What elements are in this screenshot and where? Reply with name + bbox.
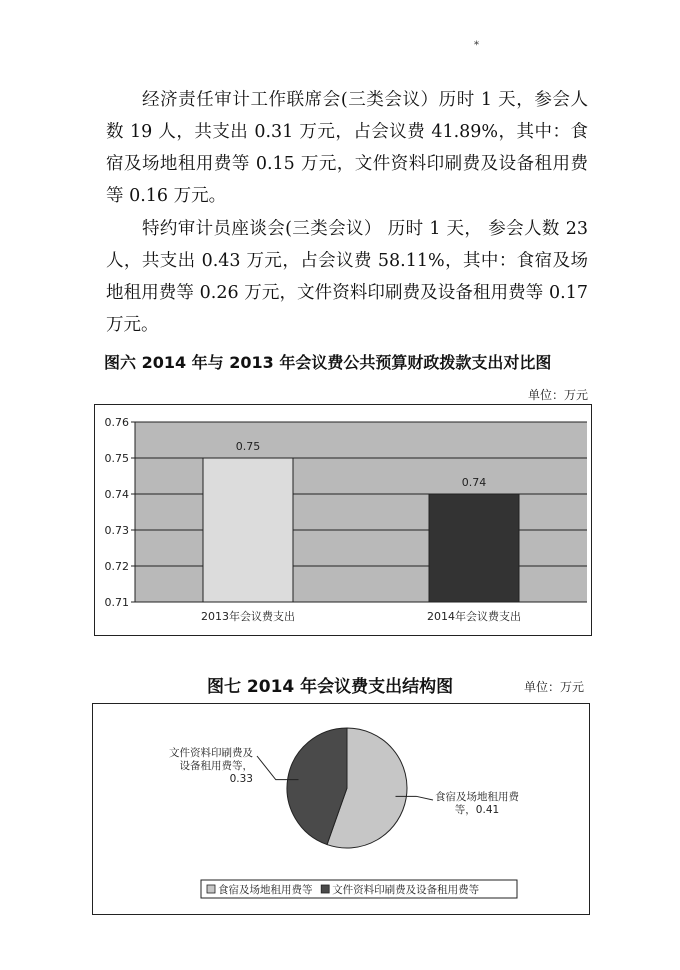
- paragraph-joint-meeting: 经济责任审计工作联席会(三类会议）历时 1 天，参会人数 19 人，共支出 0.31 万元，占会议费 41.89%，其中：食宿及场地租用费等 0.15 万元，文件资料印刷费及设备租用费等 0.16 万元。: [106, 90, 588, 206]
- x-category-label: 2014年会议费支出: [427, 610, 521, 623]
- y-tick-label: 0.74: [104, 488, 129, 501]
- bar-1: [203, 458, 293, 602]
- pie-data-label: 设备租用费等，: [179, 760, 253, 772]
- corner-mark: *: [474, 40, 479, 51]
- y-tick-label: 0.71: [104, 596, 129, 609]
- legend-swatch: [321, 885, 329, 893]
- pie-chart: [93, 704, 589, 914]
- legend-swatch: [207, 885, 215, 893]
- y-tick-label: 0.73: [104, 524, 129, 537]
- figure7-title: 图七 2014 年会议费支出结构图: [207, 677, 454, 697]
- bar-data-label: 0.74: [461, 476, 487, 489]
- figure7-unit: 单位：万元: [524, 680, 585, 694]
- bar-data-label: 0.75: [235, 440, 261, 453]
- figure6-unit: 单位：万元: [528, 388, 589, 402]
- bar-chart-frame: [94, 404, 592, 636]
- pie-chart-frame: [92, 703, 590, 915]
- pie-data-label: 等，0.41: [454, 804, 500, 816]
- bar-2: [429, 494, 519, 602]
- bar-chart: [95, 405, 591, 635]
- legend-label: 文件资料印刷费及设备租用费等: [332, 884, 480, 896]
- pie-data-label: 0.33: [229, 773, 253, 785]
- figure6-title: 图六 2014 年与 2013 年会议费公共预算财政拨款支出对比图: [104, 353, 552, 372]
- pie-data-label: 食宿及场地租用费: [435, 791, 519, 803]
- pie-data-label: 文件资料印刷费及: [169, 747, 253, 759]
- paragraph-auditor-forum: 特约审计员座谈会(三类会议） 历时 1 天， 参会人数 23 人，共支出 0.43 万元，占会议费 58.11%，其中：食宿及场地租用费等 0.26 万元，文件资料印刷费及设备租用费等 0.17 万元。: [106, 219, 588, 335]
- y-tick-label: 0.76: [104, 416, 129, 429]
- y-tick-label: 0.75: [104, 452, 129, 465]
- x-category-label: 2013年会议费支出: [201, 610, 295, 623]
- legend-label: 食宿及场地租用费等: [218, 884, 313, 896]
- y-tick-label: 0.72: [104, 560, 129, 573]
